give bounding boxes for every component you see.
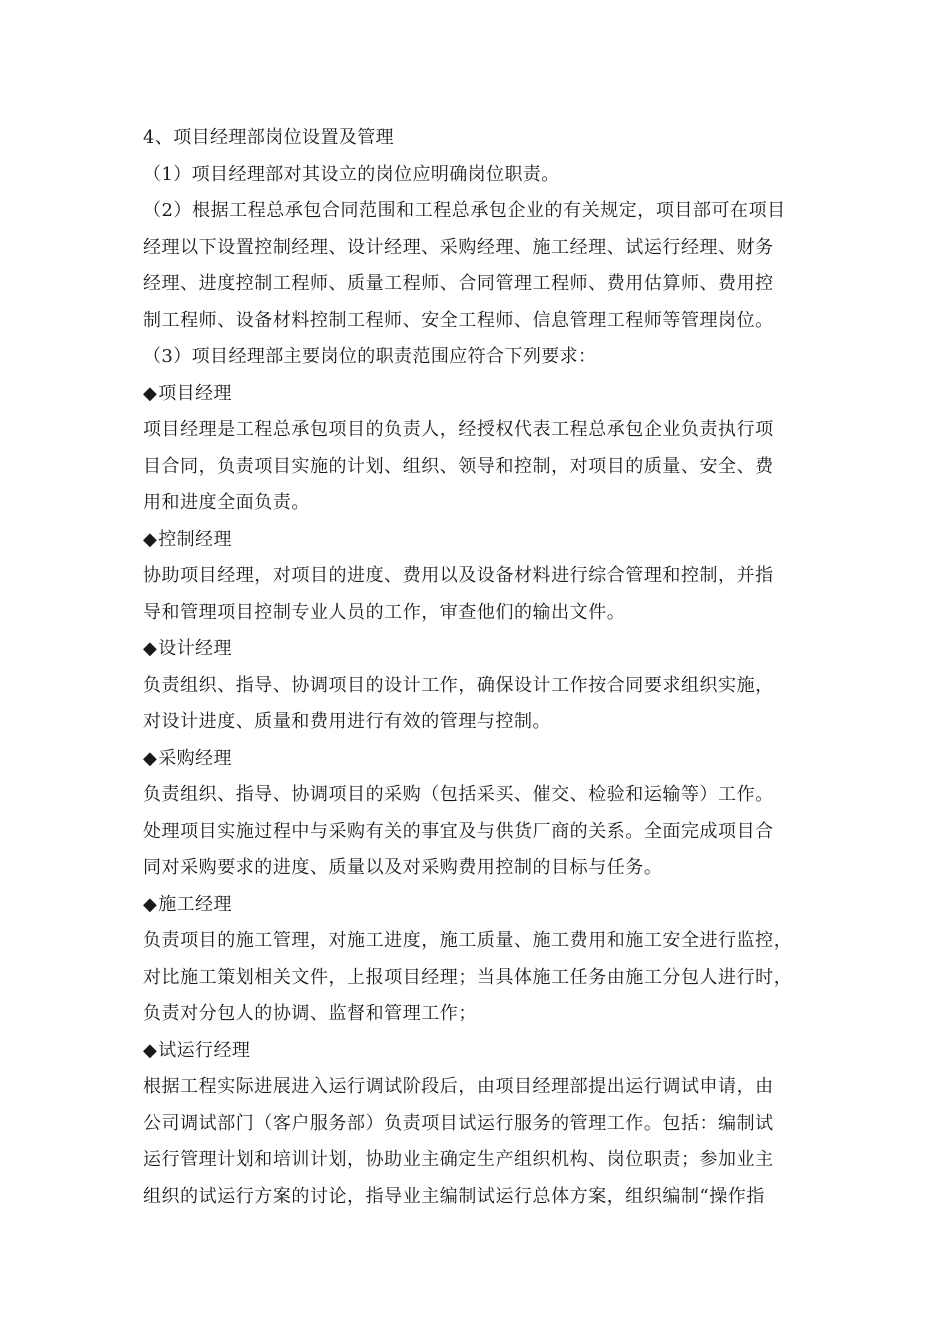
role-title: 施工经理: [158, 894, 232, 915]
role-desc-line: 项目经理是工程总承包项目的负责人，经授权代表工程总承包企业负责执行项: [143, 419, 774, 440]
role-desc-line: 同对采购要求的进度、质量以及对采购费用控制的目标与任务。: [143, 857, 663, 878]
item-2-line: （2）根据工程总承包合同范围和工程总承包企业的有关规定，项目部可在项目: [143, 200, 786, 221]
role-desc-line: 公司调试部门（客户服务部）负责项目试运行服务的管理工作。包括：编制试: [143, 1113, 774, 1134]
role-desc-line: 对设计进度、质量和费用进行有效的管理与控制。: [143, 711, 552, 732]
role-heading-project-manager: [143, 383, 232, 405]
item-2-line: 经理、进度控制工程师、质量工程师、合同管理工程师、费用估算师、费用控: [143, 273, 774, 294]
role-desc-line: 导和管理项目控制专业人员的工作，审查他们的输出文件。: [143, 602, 626, 623]
role-title: 设计经理: [158, 638, 232, 659]
item-2-line: 制工程师、设备材料控制工程师、安全工程师、信息管理工程师等管理岗位。: [143, 310, 774, 331]
role-desc-line: 负责组织、指导、协调项目的设计工作，确保设计工作按合同要求组织实施，: [143, 675, 774, 696]
role-title: 项目经理: [158, 383, 232, 404]
role-heading-procurement-manager: [143, 748, 232, 770]
role-heading-construction-manager: [143, 894, 232, 916]
diamond-bullet-icon: ◆: [143, 529, 158, 550]
role-heading-control-manager: [143, 529, 232, 551]
item-3: （3）项目经理部主要岗位的职责范围应符合下列要求：: [143, 346, 597, 367]
role-title: 采购经理: [158, 748, 232, 769]
role-desc-line: 负责项目的施工管理，对施工进度，施工质量、施工费用和施工安全进行监控，: [143, 930, 793, 951]
role-desc-line: 运行管理计划和培训计划，协助业主确定生产组织机构、岗位职责；参加业主: [143, 1149, 774, 1170]
role-desc-line: 目合同，负责项目实施的计划、组织、领导和控制，对项目的质量、安全、费: [143, 456, 774, 477]
role-desc-line: 负责组织、指导、协调项目的采购（包括采买、催交、检验和运输等）工作。: [143, 784, 774, 805]
role-desc-line: 根据工程实际进展进入运行调试阶段后，由项目经理部提出运行调试申请，由: [143, 1076, 774, 1097]
diamond-bullet-icon: ◆: [143, 748, 158, 769]
role-title: 控制经理: [158, 529, 232, 550]
role-heading-commissioning-manager: [143, 1040, 250, 1062]
diamond-bullet-icon: ◆: [143, 1040, 158, 1061]
role-title: 试运行经理: [158, 1040, 251, 1061]
role-desc-line: 负责对分包人的协调、监督和管理工作；: [143, 1003, 477, 1024]
role-heading-design-manager: [143, 638, 232, 660]
item-2-line: 经理以下设置控制经理、设计经理、采购经理、施工经理、试运行经理、财务: [143, 237, 774, 258]
role-desc-line: 组织的试运行方案的讨论，指导业主编制试运行总体方案，组织编制“操作指: [143, 1186, 765, 1207]
diamond-bullet-icon: ◆: [143, 383, 158, 404]
section-title: 4、项目经理部岗位设置及管理: [143, 127, 395, 148]
diamond-bullet-icon: ◆: [143, 894, 158, 915]
role-desc-line: 对比施工策划相关文件，上报项目经理；当具体施工任务由施工分包人进行时，: [143, 967, 793, 988]
role-desc-line: 用和进度全面负责。: [143, 492, 310, 513]
item-1: （1）项目经理部对其设立的岗位应明确岗位职责。: [143, 164, 560, 185]
role-desc-line: 协助项目经理，对项目的进度、费用以及设备材料进行综合管理和控制，并指: [143, 565, 774, 586]
diamond-bullet-icon: ◆: [143, 638, 158, 659]
role-desc-line: 处理项目实施过程中与采购有关的事宜及与供货厂商的关系。全面完成项目合: [143, 821, 774, 842]
